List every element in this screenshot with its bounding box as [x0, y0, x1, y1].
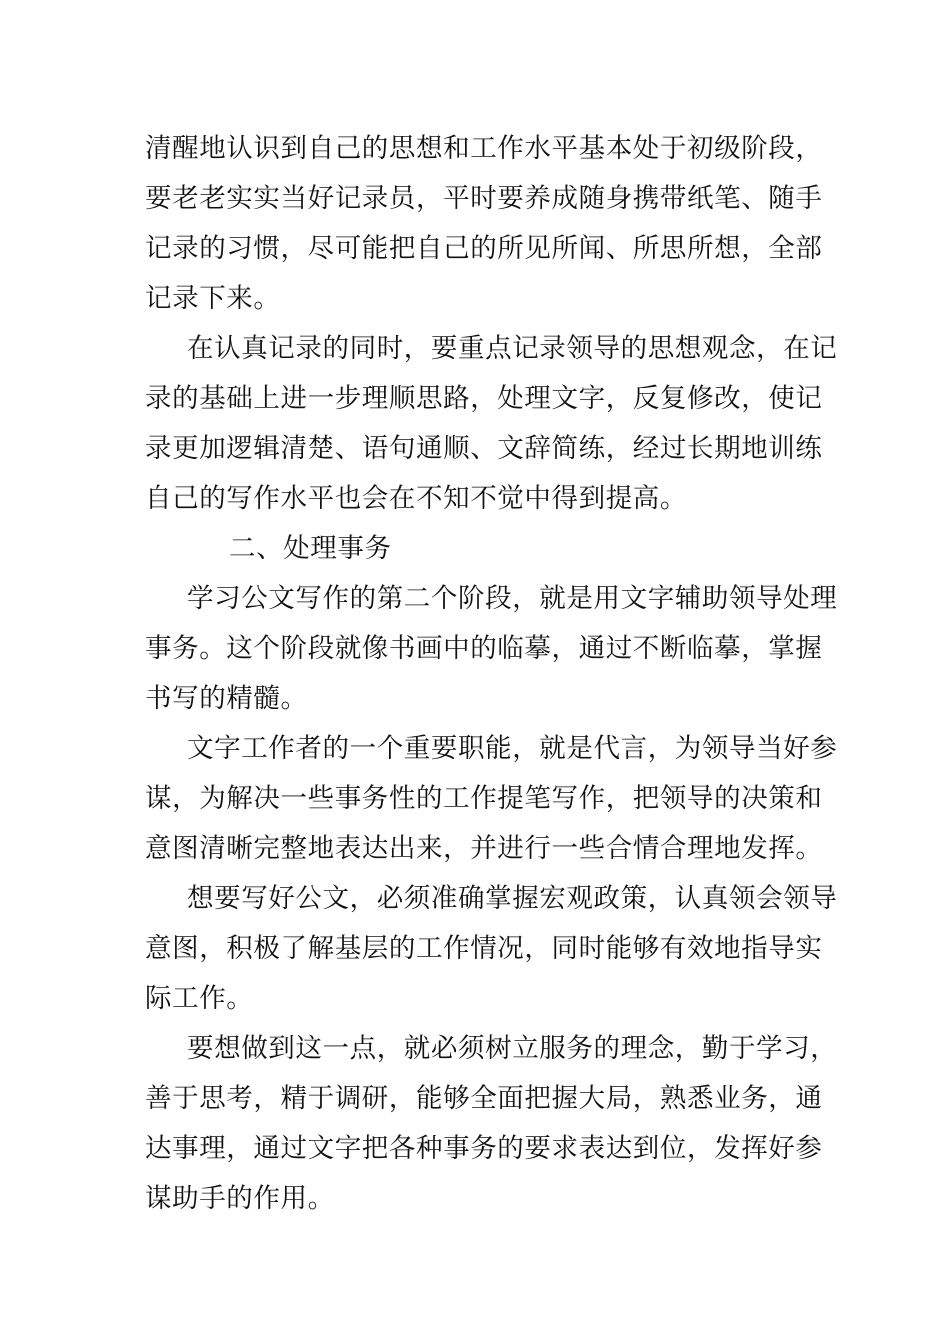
paragraph [145, 1024, 838, 1224]
text-line: 谋，为解决一些事务性的工作提笔写作，把领导的决策和 [145, 783, 823, 814]
text-line: 录的基础上进一步理顺思路，处理文字，反复修改，使记 [145, 383, 823, 414]
text-line: 书写的精髓。 [145, 683, 308, 714]
document-body [145, 124, 838, 1224]
text-line: 清醒地认识到自己的思想和工作水平基本处于初级阶段， [145, 133, 823, 164]
text-line: 达事理，通过文字把各种事务的要求表达到位，发挥好参 [145, 1133, 823, 1164]
text-line: 录更加逻辑清楚、语句通顺、文辞简练，经过长期地训练 [145, 433, 823, 464]
text-line: 文字工作者的一个重要职能，就是代言，为领导当好参 [187, 733, 838, 764]
text-line: 谋助手的作用。 [145, 1183, 335, 1214]
text-line: 意图清晰完整地表达出来，并进行一些合情合理地发挥。 [145, 833, 823, 864]
paragraph [145, 874, 838, 1024]
text-line: 际工作。 [145, 983, 254, 1014]
paragraph [145, 724, 838, 874]
text-line: 意图，积极了解基层的工作情况，同时能够有效地指导实 [145, 933, 823, 964]
paragraph [145, 124, 823, 324]
section-heading [145, 524, 810, 574]
text-line: 自己的写作水平也会在不知不觉中得到提高。 [145, 483, 687, 514]
text-line: 记录下来。 [145, 283, 281, 314]
section-heading-text: 二、处理事务 [229, 533, 392, 564]
text-line: 善于思考，精于调研，能够全面把握大局，熟悉业务，通 [145, 1083, 823, 1114]
paragraph [145, 574, 838, 724]
text-line: 想要写好公文，必须准确掌握宏观政策，认真领会领导 [187, 883, 838, 914]
paragraph [145, 324, 838, 524]
text-line: 记录的习惯，尽可能把自己的所见所闻、所思所想，全部 [145, 233, 823, 264]
text-line: 学习公文写作的第二个阶段，就是用文字辅助领导处理 [187, 583, 838, 614]
text-line: 事务。这个阶段就像书画中的临摹，通过不断临摹，掌握 [145, 633, 823, 664]
text-line: 要想做到这一点，就必须树立服务的理念，勤于学习， [187, 1033, 838, 1064]
text-line: 在认真记录的同时，要重点记录领导的思想观念，在记 [187, 333, 838, 364]
text-line: 要老老实实当好记录员，平时要养成随身携带纸笔、随手 [145, 183, 823, 214]
